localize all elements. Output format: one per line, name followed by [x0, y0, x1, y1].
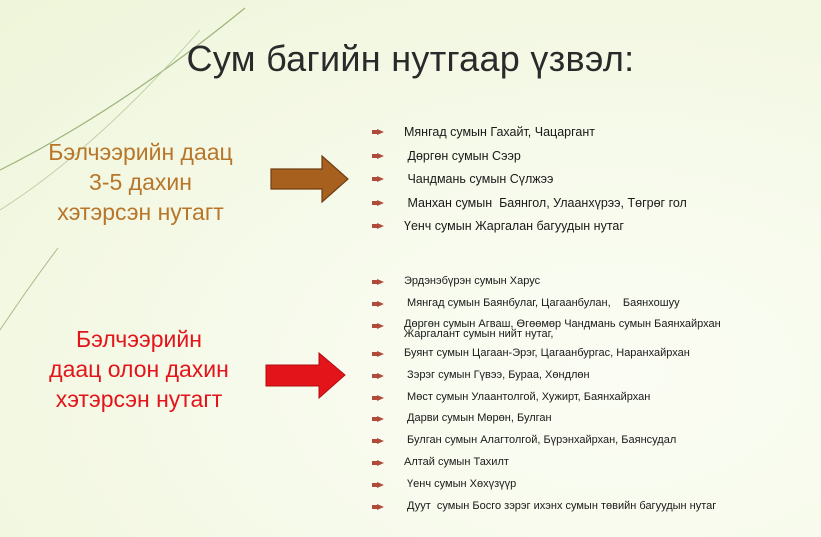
list-item: Мянгад сумын Баянбулаг, Цагаанбулан, Баянхошуу: [376, 297, 764, 319]
bullet-arrow-icon: [377, 416, 384, 422]
bullet-arrow-icon: [377, 301, 384, 307]
bullet-arrow-icon: [377, 504, 384, 510]
group1-list: [376, 124, 687, 242]
list-item: Үенч сумын Хөхүзүүр: [376, 478, 764, 500]
list-item: Буянт сумын Цагаан-Эрэг, Цагаанбургас, Наранхайрхан: [376, 347, 764, 369]
list-item: Манхан сумын Баянгол, Улаанхүрээ, Төгрөг гол: [376, 195, 687, 219]
bullet-arrow-icon: [377, 279, 384, 285]
list-item: Мянгад сумын Гахайт, Чацаргант: [376, 124, 687, 148]
list-item: Зэрэг сумын Гүвээ, Бураа, Хөндлөн: [376, 369, 764, 391]
page-title: Сум багийн нутгаар үзвэл:: [186, 38, 635, 79]
list-item: Үенч сумын Жаргалан багуудын нутаг: [376, 218, 687, 242]
bullet-arrow-icon: [377, 460, 384, 466]
list-item: Эрдэнэбүрэн сумын Харус: [376, 275, 764, 297]
bullet-arrow-icon: [377, 438, 384, 444]
bullet-arrow-icon: [377, 129, 384, 135]
list-item: Дөргөн сумын Сээр: [376, 148, 687, 172]
bullet-arrow-icon: [377, 482, 384, 488]
group2-list: [376, 275, 764, 522]
list-item: Дарви сумын Мөрөн, Булган: [376, 412, 764, 434]
bullet-arrow-icon: [377, 200, 384, 206]
list-item: Дөргөн сумын Агваш, Өгөөмөр Чандмань сумын Баянхайрхан Жаргалант сумын нийт нутаг,: [376, 319, 764, 347]
list-item: Чандмань сумын Сүлжээ: [376, 171, 687, 195]
group2-label: [24, 324, 254, 414]
right-arrow-icon: [265, 352, 347, 400]
bullet-arrow-icon: [377, 323, 384, 329]
bullet-arrow-icon: [377, 153, 384, 159]
bullet-arrow-icon: [377, 395, 384, 401]
group2-label-line: даац олон дахин: [49, 356, 229, 382]
group1-label-line: хэтэрсэн нутагт: [57, 199, 224, 225]
group2-label-line: Бэлчээрийн: [76, 326, 202, 352]
group1-label-line: Бэлчээрийн даац: [48, 139, 233, 165]
list-item: Дуут сумын Босго зэрэг ихэнх сумын төвийн багуудын нутаг: [376, 500, 764, 522]
group1-label-line: 3-5 дахин: [89, 169, 192, 195]
bullet-arrow-icon: [377, 351, 384, 357]
group2-label-line: хэтэрсэн нутагт: [55, 386, 223, 412]
group1-label: [28, 137, 253, 227]
bullet-arrow-icon: [377, 223, 384, 229]
list-item: Мөст сумын Улаантолгой, Хужирт, Баянхайрхан: [376, 391, 764, 413]
bullet-arrow-icon: [377, 373, 384, 379]
list-item: Алтай сумын Тахилт: [376, 456, 764, 478]
bullet-arrow-icon: [377, 176, 384, 182]
list-item: Булган сумын Алагтолгой, Бүрэнхайрхан, Баянсудал: [376, 434, 764, 456]
right-arrow-icon: [270, 153, 350, 205]
